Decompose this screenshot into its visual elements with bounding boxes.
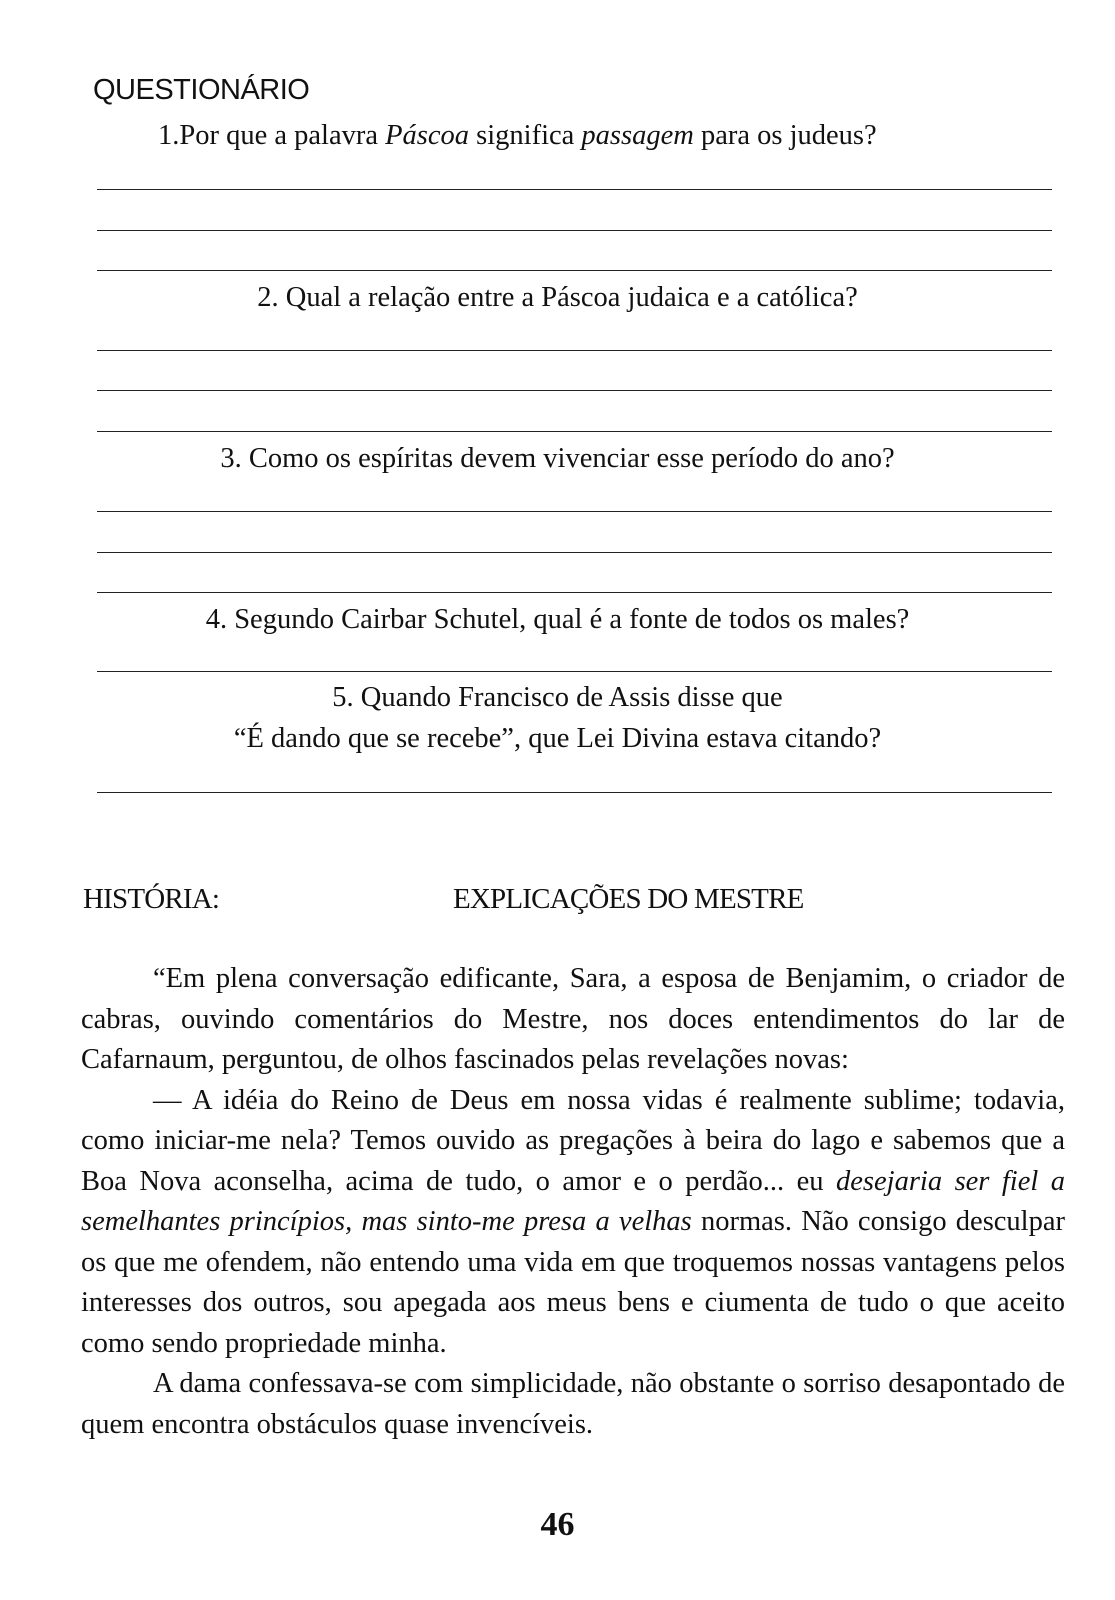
question-1-number: 1. [158,120,180,151]
answer-line[interactable] [97,431,1052,432]
answer-line[interactable] [97,792,1052,793]
answer-line[interactable] [97,671,1052,672]
answer-line[interactable] [97,592,1052,593]
history-title: EXPLICAÇÕES DO MESTRE [453,883,804,915]
story-paragraph-2-start: — A idéia do Reino de Deus em nossa vidas é realmente sublime; todavia, como iniciar-me nela? Temos ouvido as pregações à beira do lago e sabemos que a Boa Nova aconselha, acima de tudo, o amor e o perdão... eu [81,1084,1065,1197]
answer-line[interactable] [97,230,1052,231]
question-1-text-middle: significa [469,120,582,151]
history-label: HISTÓRIA: [83,883,220,915]
question-1-emphasis-pascoa: Páscoa [385,120,470,151]
answer-line[interactable] [97,189,1052,190]
answer-line[interactable] [97,350,1052,351]
question-1 [158,119,877,153]
story-text [81,959,1065,1445]
story-paragraph-2-end: normas. Não consigo desculpar os que me ofendem, não entendo uma vida em que troquemos nossas vantagens pelos interesses dos outros, sou apegada aos meus bens e ciumenta de tudo o que aceito como sendo propriedade minha. [81,1206,1065,1359]
story-paragraph-1: “Em plena conversação edificante, Sara, a esposa de Benjamim, o criador de cabras, ouvindo comentários do Mestre, nos doces entendimentos do lar de Cafarnaum, perguntou, de olhos fascinados pelas revelações novas: [81,963,1065,1075]
question-5-line-2: “É dando que se recebe”, que Lei Divina estava citando? [233,723,882,754]
page-number: 46 [540,1506,575,1543]
story-paragraph-2 [81,1081,1065,1365]
answer-line[interactable] [97,511,1052,512]
question-1-emphasis-passagem: passagem [581,120,694,151]
question-1-text-after: para os judeus? [693,120,877,151]
question-1-text-before: Por que a palavra [179,120,386,151]
question-5-line-1: 5. Quando Francisco de Assis disse que [332,682,783,713]
answer-line[interactable] [97,390,1052,391]
story-paragraph-3: A dama confessava-se com simplicidade, não obstante o sorriso desapontado de quem encontra obstáculos quase invencíveis. [81,1368,1065,1440]
question-3: 3. Como os espíritas devem vivenciar esse período do ano? [220,443,895,474]
questionnaire-title: QUESTIONÁRIO [93,74,310,106]
question-2: 2. Qual a relação entre a Páscoa judaica e a católica? [257,282,858,313]
answer-line[interactable] [97,270,1052,271]
answer-line[interactable] [97,552,1052,553]
question-4: 4. Segundo Cairbar Schutel, qual é a fonte de todos os males? [205,604,910,635]
story-paragraph-2-italic: desejaria ser fiel a semelhantes princípios, mas sinto-me presa a velhas [81,1165,1065,1237]
